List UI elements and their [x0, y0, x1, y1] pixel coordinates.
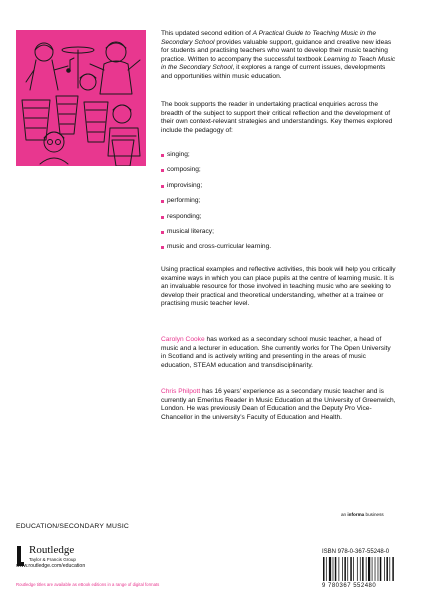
practical-paragraph: Using practical examples and reflective activities, this book will help you critically examine ways in which you can place pupils at the centre of learning music. It is an invaluable resource for those involved in teaching music who are seeking to develop their practical and theoretical understanding, whether at a trainee or practising music teacher level. [161, 266, 396, 308]
intro-text-a: This updated second edition of [161, 30, 253, 37]
subject-category: EDUCATION/SECONDARY MUSIC [16, 523, 130, 530]
author-bio-2 [161, 388, 396, 422]
list-item: improvising; [161, 182, 396, 197]
list-item: composing; [161, 166, 396, 181]
music-classroom-illustration [16, 30, 146, 166]
informa-business-label [341, 512, 384, 517]
description-paragraph-2 [161, 101, 396, 135]
list-item: performing; [161, 197, 396, 212]
publisher-group: Taylor & Francis Group [29, 557, 76, 562]
barcode-digits: 9 780367 552480 [322, 583, 377, 589]
cover-illustration [16, 30, 146, 166]
author-bio-1 [161, 336, 396, 370]
list-item: responding; [161, 213, 396, 228]
author-name: Carolyn Cooke [161, 336, 205, 343]
companion-title: Learning to Teach Music in the Secondary School [161, 55, 396, 72]
author-name: Chris Philpott [161, 388, 201, 395]
publisher-website: www.routledge.com/education [16, 563, 86, 569]
publisher-name: Routledge [29, 544, 75, 556]
ebook-note: Routledge titles are available as eBook editions in a range of digital formats [16, 582, 160, 587]
description-paragraph-3 [161, 266, 396, 309]
author-bio-text: has 16 years’ experience as a secondary music teacher and is currently an Emeritus Reader in Music Education at the University of Greenwich, London. He was previously Dean of Education and the Deputy Pro Vice-Chancellor in the university’s Faculty of Education and Health. [161, 388, 396, 421]
barcode-icon [322, 557, 408, 583]
list-item: singing; [161, 151, 396, 166]
intro-text-b: provides valuable support, guidance and creative new ideas for students and practising teachers who want to develop their music teaching practice. Written to accompany the successful textbook [161, 38, 392, 63]
list-item: music and cross-curricular learning. [161, 243, 396, 258]
informa-suffix: business [364, 512, 384, 517]
list-item: musical literacy; [161, 228, 396, 243]
description-paragraph-1 [161, 30, 396, 82]
informa-prefix: an [341, 512, 348, 517]
intro-paragraph-2: The book supports the reader in undertaking practical enquiries across the breadth of the subject to support their critical reflection and the development of their own context-relevant strategies and understandings. Key themes explored include the pedagogy of: [161, 101, 393, 134]
key-themes-list [161, 151, 396, 259]
author-bio-text: has worked as a secondary school music teacher, a head of music and a lecturer in education. She currently works for The Open University in Scotland and is actively writing and presenting in the areas of music education, STEAM education and transdisciplinarity. [161, 336, 391, 369]
book-title: A Practical Guide to Teaching Music in the Secondary School [161, 30, 377, 46]
informa-brand: informa [347, 512, 365, 517]
isbn-number: ISBN 978-0-367-55248-0 [322, 549, 390, 555]
intro-text-c: , it explores a range of current issues, developments and opportunities within music education. [161, 64, 386, 80]
